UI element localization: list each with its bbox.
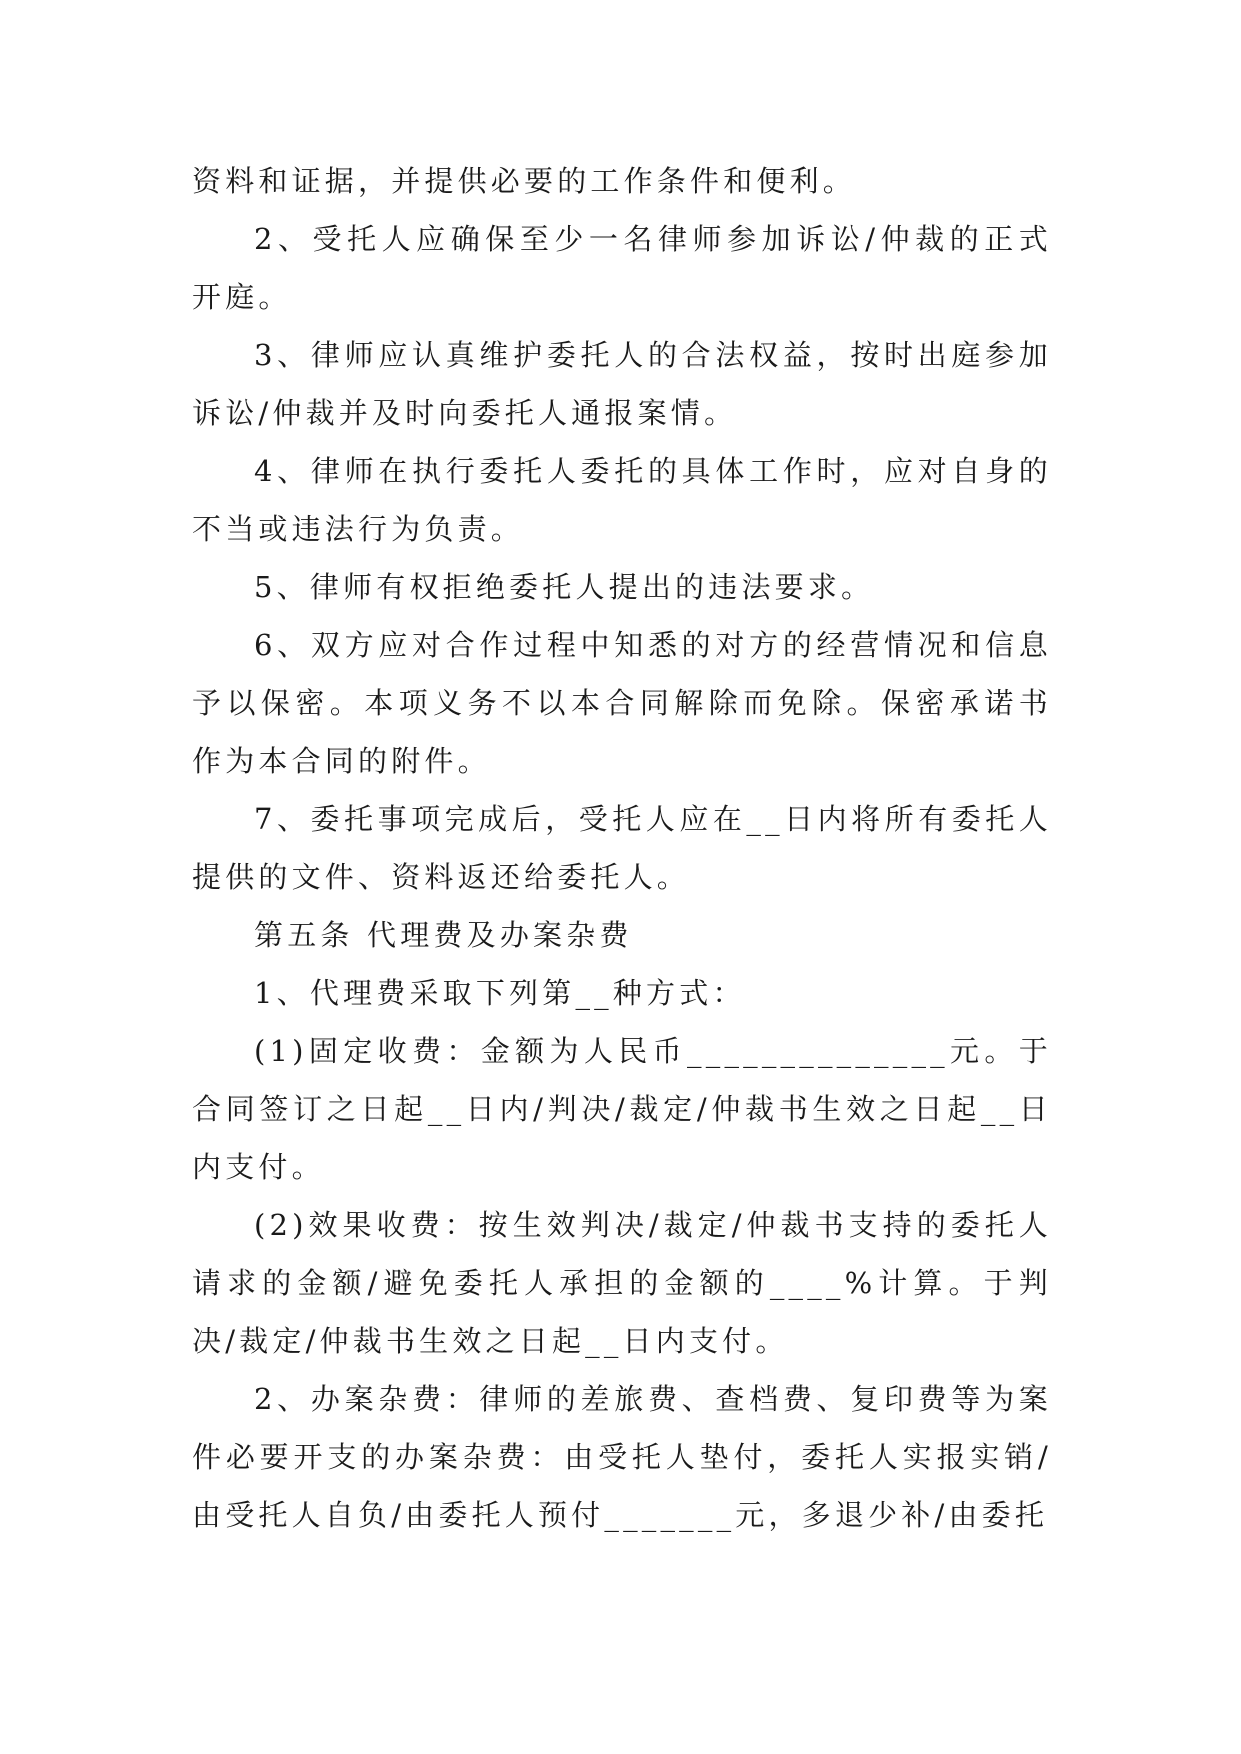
paragraph-1: 资料和证据，并提供必要的工作条件和便利。 [192,164,857,198]
paragraph-3: 3、律师应认真维护委托人的合法权益，按时出庭参加诉讼/仲裁并及时向委托人通报案情。 [192,338,1052,430]
paragraph-2: 2、受托人应确保至少一名律师参加诉讼/仲裁的正式开庭。 [192,222,1052,314]
paragraph-12: 2、办案杂费：律师的差旅费、查档费、复印费等为案件必要开支的办案杂费：由受托人垫付，委托人实报实销/由受托人自负/由委托人预付_______元，多退少补/由委托 [192,1382,1052,1532]
document-body [192,152,1052,1544]
section-heading: 第五条 代理费及办案杂费 [254,918,633,952]
paragraph-10: (1)固定收费：金额为人民币______________元。于合同签订之日起__日内/判决/裁定/仲裁书生效之日起__日内支付。 [192,1034,1052,1184]
paragraph-5: 5、律师有权拒绝委托人提出的违法要求。 [254,570,875,604]
paragraph-4: 4、律师在执行委托人委托的具体工作时，应对自身的不当或违法行为负责。 [192,454,1052,546]
paragraph-6: 6、双方应对合作过程中知悉的对方的经营情况和信息予以保密。本项义务不以本合同解除而免除。保密承诺书作为本合同的附件。 [192,628,1052,778]
paragraph-11: (2)效果收费：按生效判决/裁定/仲裁书支持的委托人请求的金额/避免委托人承担的金额的____%计算。于判决/裁定/仲裁书生效之日起__日内支付。 [192,1208,1052,1358]
paragraph-9: 1、代理费采取下列第__种方式： [254,976,746,1010]
paragraph-7: 7、委托事项完成后，受托人应在__日内将所有委托人提供的文件、资料返还给委托人。 [192,802,1052,894]
